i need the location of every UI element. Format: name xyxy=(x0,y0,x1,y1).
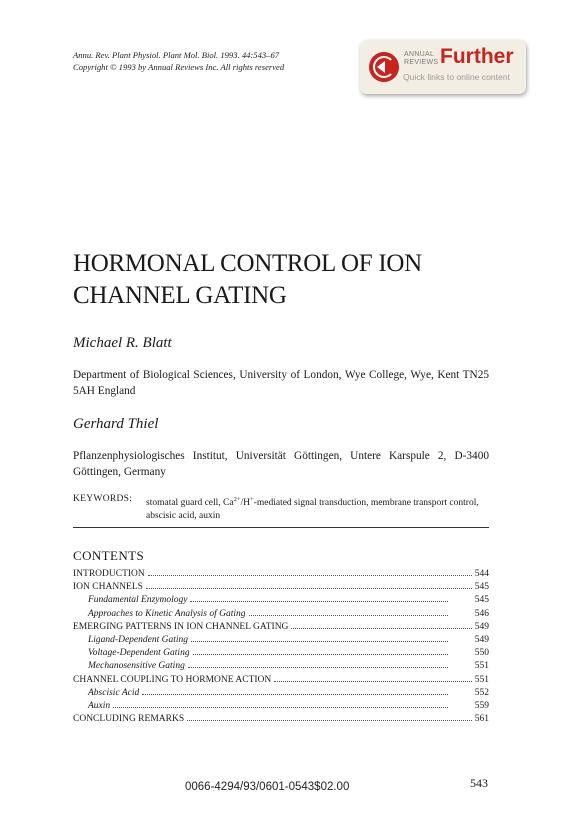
further-tagline: Quick links to online content xyxy=(403,72,511,82)
toc-page: 544 xyxy=(474,569,489,579)
author-1: Michael R. Blatt xyxy=(73,335,172,351)
affiliation-1: Department of Biological Sciences, University of London, Wye College, Wye, Kent TN25 5AH England xyxy=(73,369,489,397)
toc-entry[interactable] xyxy=(73,579,489,592)
toc-entry[interactable] xyxy=(73,566,489,579)
toc-entry[interactable] xyxy=(73,711,489,724)
toc-label: Voltage-Dependent Gating xyxy=(88,648,190,659)
toc-subentry[interactable] xyxy=(73,698,489,711)
toc-page: 545 xyxy=(474,595,489,606)
toc-page: 551 xyxy=(474,661,489,672)
toc-label: Abscisic Acid xyxy=(88,687,140,698)
toc-subentry[interactable] xyxy=(73,658,489,671)
toc-label: ION CHANNELS xyxy=(73,582,143,593)
table-of-contents xyxy=(73,566,489,724)
toc-subentry[interactable] xyxy=(73,685,489,698)
further-wordmark: Further xyxy=(440,45,514,68)
author-2: Gerhard Thiel xyxy=(73,416,159,432)
toc-label: CONCLUDING REMARKS xyxy=(73,714,185,725)
toc-leader xyxy=(142,685,447,695)
contents-heading: CONTENTS xyxy=(73,548,145,563)
toc-label: Fundamental Enzymology xyxy=(88,595,188,606)
further-publisher: ANNUAL REVIEWS xyxy=(404,51,439,66)
toc-page: 546 xyxy=(474,608,489,619)
toc-page: 561 xyxy=(474,714,489,725)
toc-subentry[interactable] xyxy=(73,632,489,645)
toc-leader xyxy=(291,619,471,629)
toc-leader xyxy=(190,592,447,602)
toc-leader xyxy=(146,579,472,589)
toc-leader xyxy=(193,645,448,655)
price-code: 0066-4294/93/0601-0543$02.00 xyxy=(185,781,350,793)
toc-page: 549 xyxy=(474,634,489,645)
keywords-list: stomatal guard cell, $Ca^{2+}/H^+$-mediated signal transduction, membrane transport control, abscisic acid, auxin xyxy=(146,496,479,522)
journal-citation xyxy=(73,49,284,73)
toc-entry[interactable] xyxy=(73,619,489,632)
toc-leader xyxy=(113,698,448,708)
toc-leader xyxy=(148,566,472,576)
affiliation-2: Pflanzenphysiologisches Institut, Universität Göttingen, Untere Karspule 2, D-3400 Göttingen, Germany xyxy=(73,450,489,478)
article-title xyxy=(73,248,422,312)
toc-entry[interactable] xyxy=(73,672,489,685)
toc-leader xyxy=(187,711,472,721)
toc-subentry[interactable] xyxy=(73,592,489,605)
title-line-1: HORMONAL CONTROL OF ION xyxy=(73,250,422,277)
further-logo-icon xyxy=(369,52,399,82)
toc-label: CHANNEL COUPLING TO HORMONE ACTION xyxy=(73,674,272,685)
divider xyxy=(73,527,489,528)
page-number: 543 xyxy=(470,776,488,790)
toc-leader xyxy=(249,606,448,616)
title-line-2: CHANNEL GATING xyxy=(73,282,287,309)
toc-label: Approaches to Kinetic Analysis of Gating xyxy=(88,608,246,619)
keywords-label: KEYWORDS: xyxy=(73,494,133,504)
further-badge[interactable] xyxy=(360,40,526,94)
toc-page: 559 xyxy=(474,700,489,711)
toc-label: INTRODUCTION xyxy=(73,569,145,579)
toc-leader xyxy=(188,658,448,668)
toc-label: Ligand-Dependent Gating xyxy=(88,634,189,645)
journal-citation-line1: Annu. Rev. Plant Physiol. Plant Mol. Biol. 1993. 44:543–67 xyxy=(73,50,280,60)
toc-page: 545 xyxy=(474,582,489,593)
toc-page: 550 xyxy=(474,648,489,659)
toc-page: 551 xyxy=(474,674,489,685)
toc-leader xyxy=(274,672,471,682)
toc-page: 552 xyxy=(474,687,489,698)
toc-label: Auxin xyxy=(88,700,111,711)
toc-label: Mechanosensitive Gating xyxy=(88,661,185,672)
toc-page: 549 xyxy=(474,621,489,632)
toc-subentry[interactable] xyxy=(73,606,489,619)
toc-leader xyxy=(191,632,448,642)
toc-subentry[interactable] xyxy=(73,645,489,658)
toc-label: EMERGING PATTERNS IN ION CHANNEL GATING xyxy=(73,621,289,632)
copyright-line: Copyright © 1993 by Annual Reviews Inc. All rights reserved xyxy=(73,62,285,72)
